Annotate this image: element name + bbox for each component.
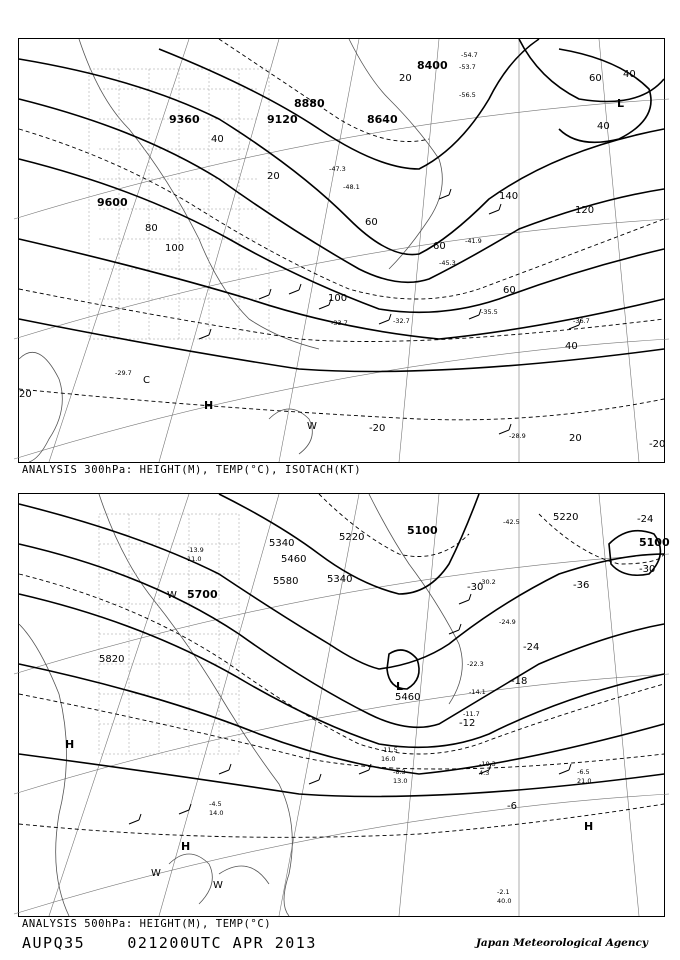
station-value: -10.3: [479, 760, 496, 768]
coastlines: [19, 494, 462, 916]
isotach-label: 60: [433, 241, 446, 252]
station-value: 21.0: [577, 777, 592, 785]
temp-label: -30: [639, 564, 656, 575]
height-label: 5100: [407, 524, 438, 537]
isotach-label: 120: [575, 205, 595, 216]
product-header: [22, 934, 317, 952]
height-label: 5340: [327, 574, 353, 585]
temp-label: -30: [467, 582, 484, 593]
chart-500hpa-svg: [19, 494, 670, 916]
station-value: -6.5: [577, 768, 590, 776]
isotach-label: 40: [623, 69, 636, 80]
isotach-label: 40: [597, 121, 610, 132]
station-value: -13.9: [187, 546, 204, 554]
isotach-label: 60: [589, 73, 602, 84]
temp-label: -56.5: [459, 91, 476, 99]
caption-300hpa: ANALYSIS 300hPa: HEIGHT(M), TEMP(°C), ISOTACH(KT): [22, 464, 362, 476]
isotach-label: 100: [165, 243, 185, 254]
height-label: 5460: [395, 692, 421, 703]
temp-label: -48.1: [343, 183, 360, 191]
isotach-contours: [19, 39, 664, 420]
isotach-label: 40: [565, 341, 578, 352]
low-center-label: L: [617, 97, 625, 110]
high-center-label: H: [181, 840, 191, 853]
height-label: 9120: [267, 113, 298, 126]
isotach-label: 100: [328, 293, 348, 304]
high-center-label: H: [584, 820, 594, 833]
temp-label: -45.3: [439, 259, 456, 267]
temp-label: -24: [637, 514, 654, 525]
height-label: 5820: [99, 654, 125, 665]
temp-label: -41.9: [465, 237, 482, 245]
temp-label: -24: [523, 642, 540, 653]
warm-center-label: W: [213, 880, 223, 891]
isotach-label: 140: [499, 191, 519, 202]
temp-label: -36: [573, 580, 590, 591]
height-label: 8640: [367, 113, 398, 126]
isotach-label: 20: [569, 433, 582, 444]
temp-label: -6: [507, 801, 517, 812]
height-label: 5700: [187, 588, 218, 601]
temp-label: -18: [511, 676, 528, 687]
temp-label: -28.9: [509, 432, 526, 440]
agency-name: Japan Meteorological Agency: [475, 937, 648, 949]
warm-center-label: W: [151, 868, 161, 879]
height-label: 9600: [97, 196, 128, 209]
product-id: AUPQ35: [22, 934, 86, 952]
height-label: 8880: [294, 97, 325, 110]
high-center-label: H: [65, 738, 75, 751]
isotach-label: 60: [503, 285, 516, 296]
wind-barbs: [199, 189, 581, 434]
isotach-label: 40: [211, 134, 224, 145]
station-value: -11.7: [463, 710, 480, 718]
temp-label: -53.7: [459, 63, 476, 71]
isotach-label: 20: [399, 73, 412, 84]
cold-center-label: C: [143, 375, 150, 386]
temp-label: -12: [459, 718, 476, 729]
height-label: 5220: [553, 512, 579, 523]
station-value: 13.0: [393, 777, 408, 785]
station-value: -11.5: [381, 746, 398, 754]
caption-500hpa: ANALYSIS 500hPa: HEIGHT(M), TEMP(°C): [22, 918, 272, 930]
isotach-label: 60: [365, 217, 378, 228]
temp-label: -54.7: [461, 51, 478, 59]
temp-label: -36.7: [573, 317, 590, 325]
station-value: -4.5: [209, 800, 222, 808]
coastlines: [19, 39, 442, 462]
temp-label: -35.5: [481, 308, 498, 316]
station-value: 11.0: [187, 555, 202, 563]
chart-300hpa-svg: [19, 39, 664, 462]
temp-label: -32.7: [393, 317, 410, 325]
chart-500hpa: [18, 493, 670, 917]
isotach-label: 20: [267, 171, 280, 182]
low-center-label: L: [396, 680, 404, 693]
height-label: 5220: [339, 532, 365, 543]
warm-center-label: W: [307, 421, 317, 432]
station-value: -24.9: [499, 618, 516, 626]
station-value: 4.3: [479, 769, 490, 777]
station-value: 40.0: [497, 897, 512, 905]
station-value: -2.1: [497, 888, 510, 896]
temp-label: -33.7: [331, 319, 348, 327]
chart-300hpa: [18, 38, 665, 463]
station-value: -30.2: [479, 578, 496, 586]
height-label: 5460: [281, 554, 307, 565]
isotach-label: 20: [19, 389, 32, 400]
station-value: 14.0: [209, 809, 224, 817]
temp-label: -20: [369, 423, 386, 434]
analysis-datetime: 021200UTC APR 2013: [127, 934, 317, 952]
station-value: -42.5: [503, 518, 520, 526]
station-value: -14.1: [469, 688, 486, 696]
height-label: 9360: [169, 113, 200, 126]
graticule: [14, 494, 669, 916]
height-label: 5580: [273, 576, 299, 587]
temp-label: -20: [649, 439, 666, 450]
high-center-label: H: [204, 399, 214, 412]
warm-center-label: W: [167, 590, 177, 601]
station-value: 16.0: [381, 755, 396, 763]
height-label: 5100: [639, 536, 670, 549]
height-label: 5340: [269, 538, 295, 549]
graticule: [14, 39, 669, 462]
temp-label: -47.3: [329, 165, 346, 173]
isotach-label: 80: [145, 223, 158, 234]
wind-barbs: [129, 594, 571, 824]
height-label: 8400: [417, 59, 448, 72]
temp-label: -29.7: [115, 369, 132, 377]
station-value: -8.3: [393, 768, 406, 776]
station-value: -22.3: [467, 660, 484, 668]
